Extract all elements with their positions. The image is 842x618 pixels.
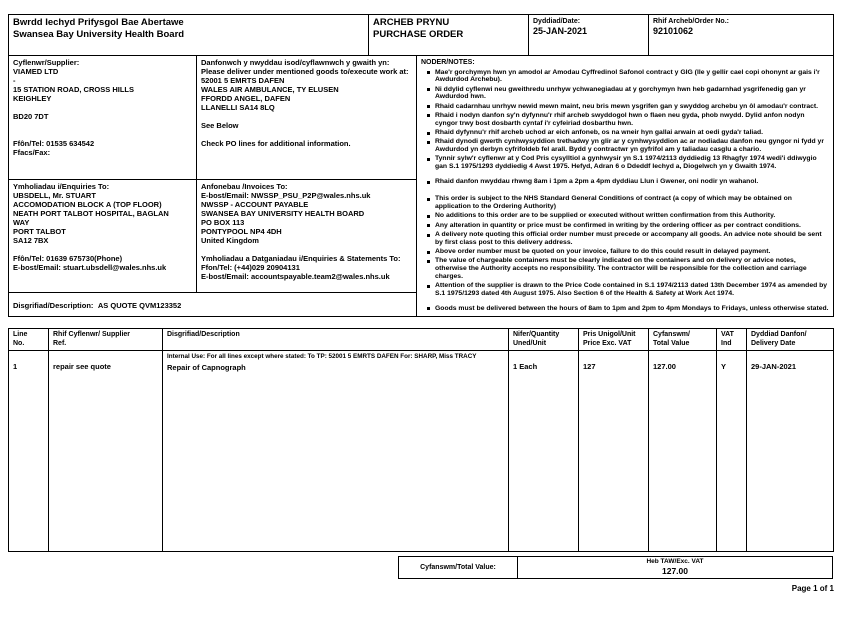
description-value: AS QUOTE QVM123352 — [97, 301, 182, 311]
bullet-icon — [427, 132, 430, 135]
notes-label: NODER/NOTES: — [421, 58, 475, 66]
line-item-row — [9, 351, 834, 552]
note-item: Rhaid dyfynnu'r rhif archeb uchod ar eich anfoneb, os na wneir hyn gallai arwain at oedi gyda'r taliad. — [427, 129, 829, 137]
doc-title-english: PURCHASE ORDER — [373, 29, 464, 40]
total-value-box — [518, 556, 833, 579]
note-item: Rhaid i nodyn danfon sy'n dyfynnu'r rhif archeb swyddogol hwn o flaen neu gyda, phob nwydd. Dylid anfon nodyn cyngor trwy bost dosbarth cyntaf i'r cyfeiriad dosbarthu hwn. — [427, 112, 829, 128]
total-value-label-box — [398, 556, 518, 579]
date-label: Dyddiad/Date: — [533, 18, 581, 25]
note-item: Goods must be delivered between the hours of 8am to 1pm and 2pm to 4pm Mondays to Fridays, unless otherwise stated. — [427, 305, 829, 313]
org-name-welsh: Bwrdd Iechyd Prifysgol Bae Abertawe — [13, 17, 184, 28]
note-item: Attention of the supplier is drawn to the Price Code contained in S.1 1974/2113 dated 13th December 1974 as amended by S.1 1975/1293 dated 4th August 1975. Also Section 6 of the Health & Safety at Work Act 1974. — [427, 282, 829, 298]
bullet-icon — [427, 307, 430, 310]
bullet-icon — [427, 105, 430, 108]
bullet-icon — [427, 114, 430, 117]
bullet-icon — [427, 198, 430, 201]
description-label: Disgrifiad/Description: — [13, 301, 94, 311]
description-cell — [163, 351, 509, 552]
enquiries-address-line: WAY — [13, 217, 30, 227]
quantity-cell: 1 Each — [509, 351, 579, 552]
invoices-address-line: United Kingdom — [201, 235, 259, 245]
order-number-box — [649, 15, 834, 56]
line-items-table — [8, 328, 834, 552]
invoices-box — [197, 179, 417, 293]
note-item: This order is subject to the NHS Standard General Conditions of contract (a copy of which may be obtained on application to the Ordering Authority) — [427, 195, 829, 211]
total-value-cell: 127.00 — [649, 351, 717, 552]
invoices-label: Anfonebau /Invoices To: — [201, 181, 288, 191]
header-section — [8, 14, 834, 56]
note-item: Mae'r gorchymyn hwn yn amodol ar Amodau Cyffredinol Safonol contract y GIG (lle y gellir cael copi ohonynt ar gais i'r Awdurdod Archebu). — [427, 69, 829, 85]
col-header-delivery-date: Dyddiad Danfon/ Delivery Date — [747, 329, 834, 351]
order-number-value: 92101062 — [653, 26, 694, 36]
exc-vat-label: Heb TAW/Exc. VAT — [646, 558, 704, 566]
document-title-box — [369, 15, 529, 56]
col-header-unit-price: Pris Unigol/Unit Price Exc. VAT — [579, 329, 649, 351]
purchase-order-document — [8, 14, 834, 593]
col-header-line-no: Line No. — [9, 329, 49, 351]
note-item: A delivery note quoting this official order number must precede or accompany all goods. An advice note should be sent by first class post to this delivery address. — [427, 231, 829, 247]
bullet-icon — [427, 141, 430, 144]
bullet-icon — [427, 285, 430, 288]
bullet-icon — [427, 88, 430, 91]
organisation-box — [9, 15, 369, 56]
note-item: Above order number must be quoted on your invoice, failure to do this could result in delayed payment. — [427, 248, 829, 256]
org-name-english: Swansea Bay University Health Board — [13, 29, 185, 40]
notes-welsh-list — [421, 69, 829, 186]
line-items-header-row — [9, 329, 834, 351]
delivery-address-line: 52001 5 EMRTS DAFEN — [201, 75, 285, 85]
internal-use-note: Internal Use: For all lines except where stated: To TP: 52001 5 EMRTS DAFEN For: SHARP, Miss TRACY — [167, 353, 477, 361]
supplier-postcode: BD20 7DT — [13, 111, 49, 121]
supplier-phone: Ffôn/Tel: 01535 634542 — [13, 138, 95, 148]
supplier-box — [9, 55, 197, 179]
enquiries-phone: Ffôn/Tel: 01639 675730(Phone) — [13, 253, 123, 263]
see-below-note: See Below — [201, 120, 239, 130]
enquiries-address-line: PORT TALBOT — [13, 226, 66, 236]
invoices-address-line: NWSSP - ACCOUNT PAYABLE — [201, 199, 309, 209]
statements-email: E-bost/Email: accountspayable.team2@wales.nhs.uk — [201, 271, 390, 281]
supplier-name: VIAMED LTD — [13, 66, 59, 76]
delivery-box — [197, 55, 417, 179]
enquiries-address-line: ACCOMODATION BLOCK A (TOP FLOOR) — [13, 199, 162, 209]
enquiries-address-line: NEATH PORT TALBOT HOSPITAL, BAGLAN — [13, 208, 169, 218]
line-no-cell: 1 — [9, 351, 49, 552]
enquiries-contact-name: UBSDELL, Mr. STUART — [13, 190, 96, 200]
note-item: Any alteration in quantity or price must be confirmed in writing by the ordering officer as per contract conditions. — [427, 222, 829, 230]
bullet-icon — [427, 71, 430, 74]
invoices-address-line: PO BOX 113 — [201, 217, 245, 227]
bullet-icon — [427, 234, 430, 237]
order-number-label: Rhif Archeb/Order No.: — [653, 18, 729, 25]
supplier-address-line: - — [13, 75, 16, 85]
totals-section — [8, 556, 834, 579]
enquiries-email: E-bost/Email: stuart.ubsdell@wales.nhs.uk — [13, 262, 167, 272]
unit-price-cell: 127 — [579, 351, 649, 552]
bullet-icon — [427, 215, 430, 218]
bullet-icon — [427, 158, 430, 161]
vat-ind-cell: Y — [717, 351, 747, 552]
invoices-email-line: E-bost/Email: NWSSP_PSU_P2P@wales.nhs.uk — [201, 190, 371, 200]
bullet-icon — [427, 260, 430, 263]
col-header-quantity: Nifer/Quantity Uned/Unit — [509, 329, 579, 351]
notes-english-list — [421, 195, 829, 312]
note-item: Rhaid dynodi gwerth cynhwysyddion trethadwy yn glir ar y cynhwysyddion ac ar nodiadau danfon neu gyngor ni fydd yr Awdurdod yn derbyn cyfrifoldeb fel arall. Bydd y contractwr yn gyfrifol am y taliadau casglu a chario. — [427, 138, 829, 154]
enquiries-postcode: SA12 7BX — [13, 235, 49, 245]
col-header-total-value: Cyfanswm/ Total Value — [649, 329, 717, 351]
col-header-description: Disgrifiad/Description — [163, 329, 509, 351]
supplier-fax-label: Ffacs/Fax: — [13, 147, 51, 157]
bullet-icon — [427, 224, 430, 227]
delivery-address-line: WALES AIR AMBULANCE, TY ELUSEN — [201, 84, 339, 94]
delivery-address-line: LLANELLI SA14 8LQ — [201, 102, 275, 112]
body-section — [8, 55, 834, 318]
delivery-address-line: FFORDD ANGEL, DAFEN — [201, 93, 291, 103]
invoices-address-line: SWANSEA BAY UNIVERSITY HEALTH BOARD — [201, 208, 365, 218]
note-item: Rhaid cadarnhau unrhyw newid mewn maint, neu bris mewn ysgrifen gan y swyddog archebu yn ôl amodau'r contract. — [427, 103, 829, 111]
supplier-address-line — [13, 103, 192, 112]
page-number: Page 1 of 1 — [791, 584, 834, 593]
note-item: Tynnir sylw'r cyflenwr at y Cod Pris cysylltiol a gynhwysir yn S.1 1974/2113 dyddiedig 13 Rhagfyr 1974 wedi'i ddiwygio gan S.1 1975/1293 dyddiedig 4 Awst 1975. Hefyd, Adran 6 o Ddeddf Iechyd a, Diogelwch yn y Gwaith 1974. — [427, 155, 829, 171]
doc-title-welsh: ARCHEB PRYNU — [373, 17, 450, 28]
note-item: The value of chargeable containers must be clearly indicated on the containers and on delivery or advice notes, otherwise the Authority accepts no responsibility. The contractor will be responsible for the collection and carriage charges. — [427, 257, 829, 280]
bullet-icon — [427, 181, 430, 184]
item-description: Repair of Capnograph — [167, 363, 246, 373]
total-value-label: Cyfanswm/Total Value: — [420, 564, 496, 572]
order-date-box — [529, 15, 649, 56]
invoices-address-line: PONTYPOOL NP4 4DH — [201, 226, 282, 236]
delivery-instruction-label: Danfonwch y nwyddau isod/cyflawnwch y gwaith yn: Please deliver under mentioned goods to/execute work at: — [201, 57, 409, 76]
check-po-lines-note: Check PO lines for additional information. — [201, 138, 351, 148]
col-header-vat-ind: VAT Ind — [717, 329, 747, 351]
statements-label: Ymholiadau a Datganiadau i/Enquiries & Statements To: — [201, 253, 401, 263]
notes-box — [417, 55, 834, 317]
supplier-label: Cyflenwr/Supplier: — [13, 57, 80, 67]
enquiries-box — [9, 179, 197, 293]
date-value: 25-JAN-2021 — [533, 26, 588, 36]
statements-phone: Ffon/Tel: (+44)029 20904131 — [201, 262, 300, 272]
description-row — [9, 293, 417, 317]
supplier-address-line: KEIGHLEY — [13, 93, 52, 103]
supplier-ref-cell: repair see quote — [49, 351, 163, 552]
note-item: Ni ddylid cyflenwi neu gweithredu unrhyw ychwanegiadau at y gorchymyn hwn heb gadarnhad ysgrifenedig gan yr Awdurdod hwn. — [427, 86, 829, 102]
supplier-address-line: 15 STATION ROAD, CROSS HILLS — [13, 84, 134, 94]
total-amount: 127.00 — [662, 566, 688, 577]
col-header-supplier-ref: Rhif Cyflenwr/ Supplier Ref. — [49, 329, 163, 351]
bullet-icon — [427, 251, 430, 254]
note-item: Rhaid danfon nwyddau rhwng 8am i 1pm a 2pm a 4pm dyddiau Llun i Gwener, oni nodir yn wahanol. — [427, 178, 829, 186]
delivery-date-cell: 29-JAN-2021 — [747, 351, 834, 552]
note-item: No additions to this order are to be supplied or executed without written confirmation from this Authority. — [427, 212, 829, 220]
enquiries-label: Ymholiadau i/Enquiries To: — [13, 181, 110, 191]
